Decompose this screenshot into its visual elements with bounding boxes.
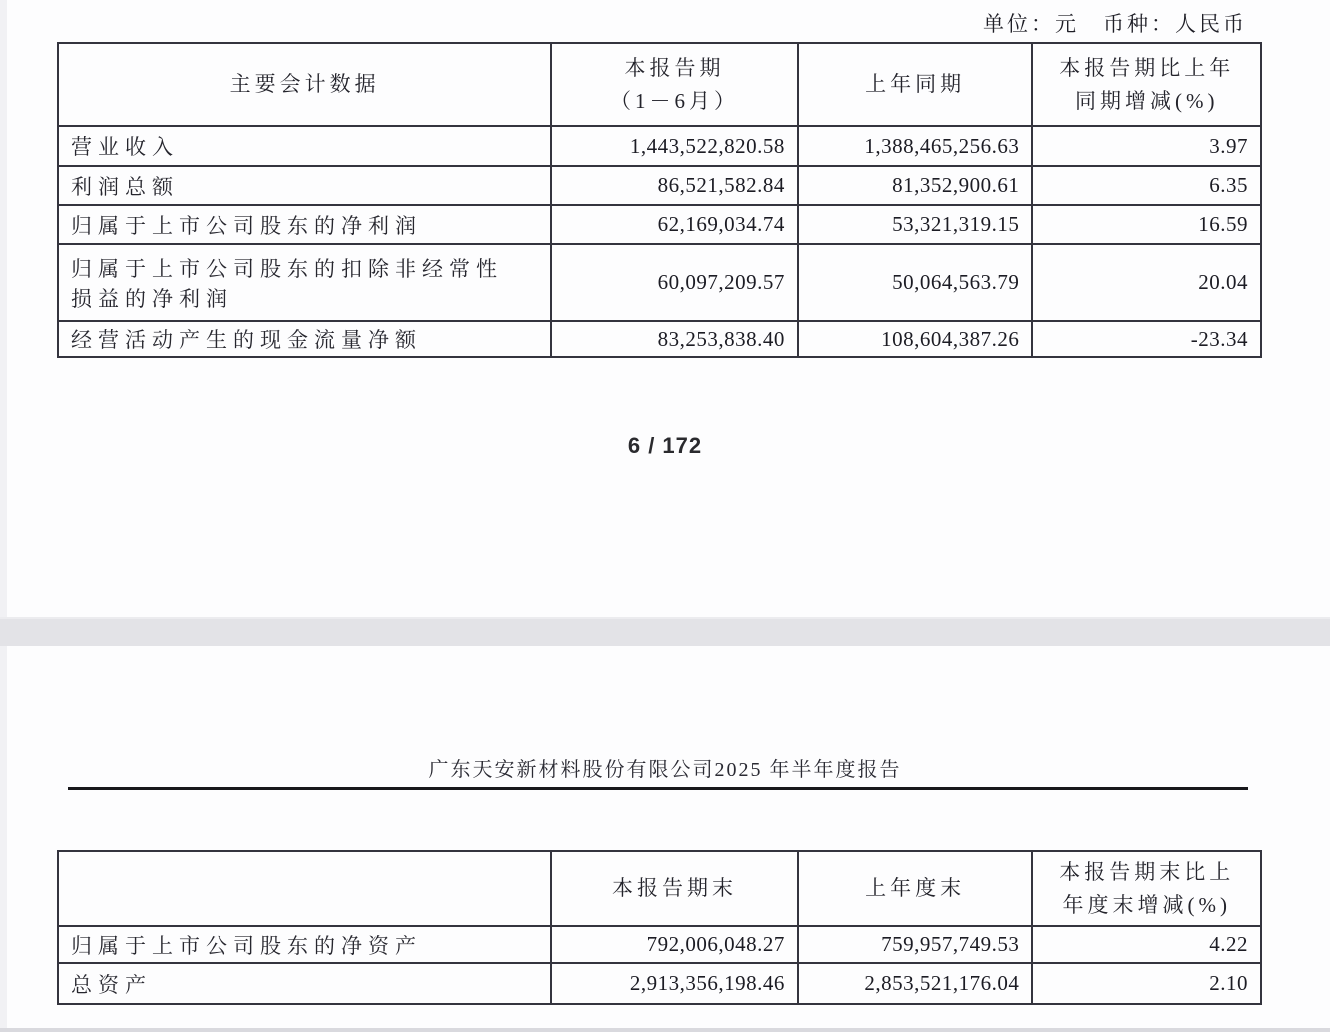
row-change-value: 2.10 xyxy=(1032,963,1261,1004)
bottom-page-edge xyxy=(0,1028,1330,1032)
row-change-value: 20.04 xyxy=(1032,244,1261,321)
table-row xyxy=(58,126,1261,166)
row-current-value: 62,169,034.74 xyxy=(551,205,798,244)
row-change-value: 4.22 xyxy=(1032,926,1261,963)
header-change-percent-line1: 本报告期末比上 xyxy=(1059,859,1235,884)
header-change-percent-line2: 年度末增减(%) xyxy=(1062,892,1231,917)
header-current-period xyxy=(551,43,798,126)
row-prior-value: 53,321,319.15 xyxy=(798,205,1033,244)
row-current-value: 83,253,838.40 xyxy=(551,321,798,357)
row-prior-value: 108,604,387.26 xyxy=(798,321,1033,357)
table-row xyxy=(58,244,1261,321)
row-change-value: 6.35 xyxy=(1032,166,1261,205)
row-prior-value: 759,957,749.53 xyxy=(798,926,1033,963)
row-label: 归属于上市公司股东的净资产 xyxy=(58,926,551,963)
key-accounting-data-table xyxy=(57,42,1262,358)
page-break-divider xyxy=(0,617,1330,646)
row-current-value: 1,443,522,820.58 xyxy=(551,126,798,166)
row-label: 总资产 xyxy=(58,963,551,1004)
table-row xyxy=(58,166,1261,205)
row-current-value: 792,006,048.27 xyxy=(551,926,798,963)
row-change-value: 3.97 xyxy=(1032,126,1261,166)
table-row xyxy=(58,321,1261,357)
header-change-percent-line1: 本报告期比上年 xyxy=(1059,55,1235,80)
row-current-value: 2,913,356,198.46 xyxy=(551,963,798,1004)
row-label: 利润总额 xyxy=(58,166,551,205)
table-row xyxy=(58,205,1261,244)
row-prior-value: 50,064,563.79 xyxy=(798,244,1033,321)
header-main-accounting-data: 主要会计数据 xyxy=(58,43,551,126)
balance-sheet-summary-table xyxy=(57,850,1262,1005)
row-label-line2: 损益的净利润 xyxy=(71,286,233,311)
scan-left-margin xyxy=(0,0,7,1032)
table-row xyxy=(58,963,1261,1004)
row-label: 经营活动产生的现金流量净额 xyxy=(58,321,551,357)
row-label: 归属于上市公司股东的净利润 xyxy=(58,205,551,244)
header-period-end: 本报告期末 xyxy=(551,851,798,926)
table-row xyxy=(58,926,1261,963)
row-current-value: 86,521,582.84 xyxy=(551,166,798,205)
header-change-percent xyxy=(1032,851,1261,926)
row-prior-value: 1,388,465,256.63 xyxy=(798,126,1033,166)
header-prior-period: 上年同期 xyxy=(798,43,1033,126)
row-prior-value: 81,352,900.61 xyxy=(798,166,1033,205)
table-header-row xyxy=(58,851,1261,926)
row-change-value: -23.34 xyxy=(1032,321,1261,357)
header-change-percent xyxy=(1032,43,1261,126)
header-current-period-line2: （1－6月） xyxy=(610,88,740,113)
header-prior-year-end: 上年度末 xyxy=(798,851,1033,926)
page-number-indicator: 6 / 172 xyxy=(627,433,703,458)
row-change-value: 16.59 xyxy=(1032,205,1261,244)
table-header-row xyxy=(58,43,1261,126)
row-label xyxy=(58,244,551,321)
row-current-value: 60,097,209.57 xyxy=(551,244,798,321)
row-label-line1: 归属于上市公司股东的扣除非经常性 xyxy=(71,256,503,281)
header-current-period-line1: 本报告期 xyxy=(624,55,725,80)
report-title: 广东天安新材料股份有限公司2025 年半年度报告 xyxy=(428,759,902,781)
header-change-percent-line2: 同期增减(%) xyxy=(1074,88,1219,113)
row-label: 营业收入 xyxy=(58,126,551,166)
unit-currency-note: 单位：元 币种：人民币 xyxy=(983,12,1247,36)
row-prior-value: 2,853,521,176.04 xyxy=(798,963,1033,1004)
title-underline-rule xyxy=(68,787,1248,790)
header-empty xyxy=(58,851,551,926)
